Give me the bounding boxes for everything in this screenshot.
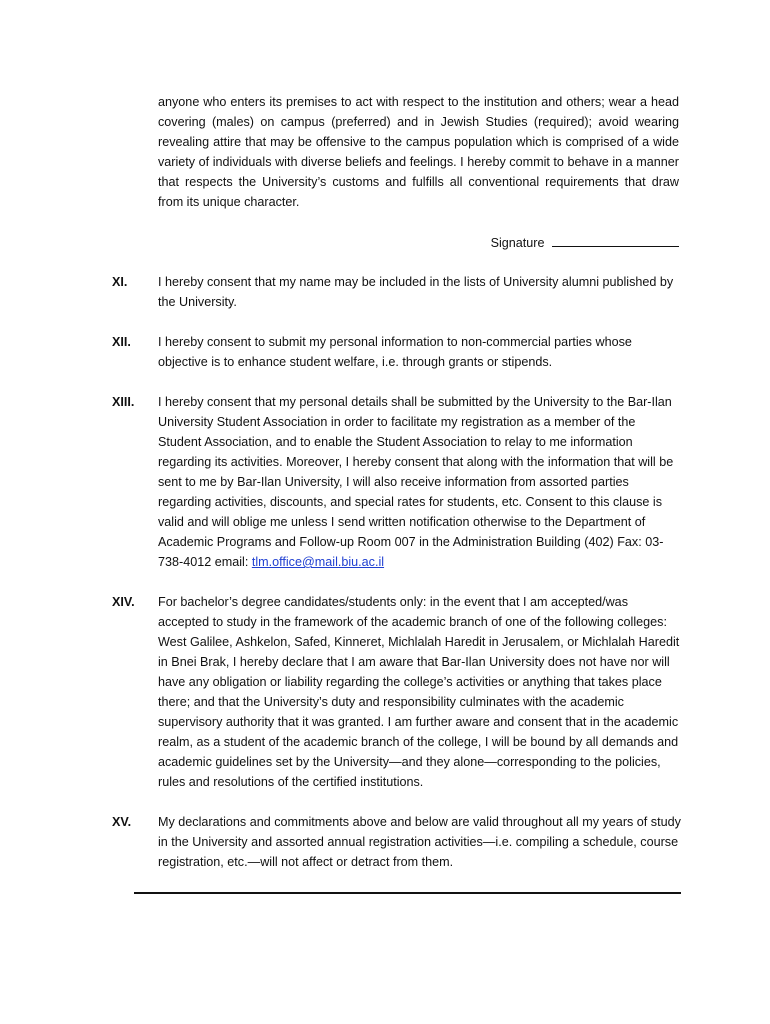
clause-text: My declarations and commitments above and below are valid throughout all my years of study in the University and assorted annual registration activities—i.e. compiling a schedule, course registration, etc.—will not affect or detract from them. (158, 815, 681, 869)
clause-text-body: I hereby consent that my personal details shall be submitted by the University to the Bar-Ilan University Student Association in order to facilitate my registration as a member of the Student Association, and to enable the Student Association to relay to me information regarding its activities. Moreover, I hereby consent that along with the information that will be sent to me by Bar-Ilan University, I will also receive information from assorted parties regarding activities, discounts, and special rates for students, etc. Consent to this clause is valid and will oblige me unless I send written notification otherwise to the Department of Academic Programs and Follow-up Room 007 in the Administration Building (402) Fax: 03-738-4012 email: (158, 395, 674, 569)
signature-label: Signature (490, 236, 545, 250)
signature-line[interactable] (552, 232, 679, 247)
clause-number: XIII. (112, 395, 135, 409)
email-link[interactable]: tlm.office@mail.biu.ac.il (251, 555, 385, 569)
clause-number: XI. (112, 275, 128, 289)
signature-row (158, 232, 679, 253)
clause-text: I hereby consent to submit my personal information to non-commercial parties whose objective is to enhance student welfare, i.e. through grants or stipends. (158, 335, 632, 369)
clause-text (158, 392, 682, 572)
clause-text: For bachelor’s degree candidates/students only: in the event that I am accepted/was accepted to study in the framework of the academic branch of one of the following colleges: West Galilee, Ashkelon, Safed, Kinneret, Michlalah Haredit in Jerusalem, or Michlalah Haredit in Bnei Brak, I hereby declare that I am aware that Bar-Ilan University does not have nor will have any obligation or liability regarding the college’s activities or anything that takes place there; and that the University’s duty and responsibility culminates with the academic supervisory authority that it was granted. I am further aware and consent that in the academic realm, as a student of the academic branch of the college, I will be bound by all demands and academic guidelines set by the University—and they alone—corresponding to the policies, rules and resolutions of the certified institutions. (158, 595, 680, 789)
intro-paragraph: anyone who enters its premises to act with respect to the institution and others; wear a head covering (males) on campus (preferred) and in Jewish Studies (required); avoid wearing revealing attire that may be offensive to the campus population which is comprised of a wide variety of individuals with diverse beliefs and feelings. I hereby commit to behave in a manner that respects the University’s customs and fulfills all conventional requirements that draw from its unique character. (158, 95, 679, 209)
clause-text: I hereby consent that my name may be included in the lists of University alumni published by the University. (158, 275, 674, 309)
footer-divider (134, 892, 681, 894)
clause-number: XII. (112, 335, 131, 349)
clause-number: XIV. (112, 595, 135, 609)
clause-number: XV. (112, 815, 132, 829)
